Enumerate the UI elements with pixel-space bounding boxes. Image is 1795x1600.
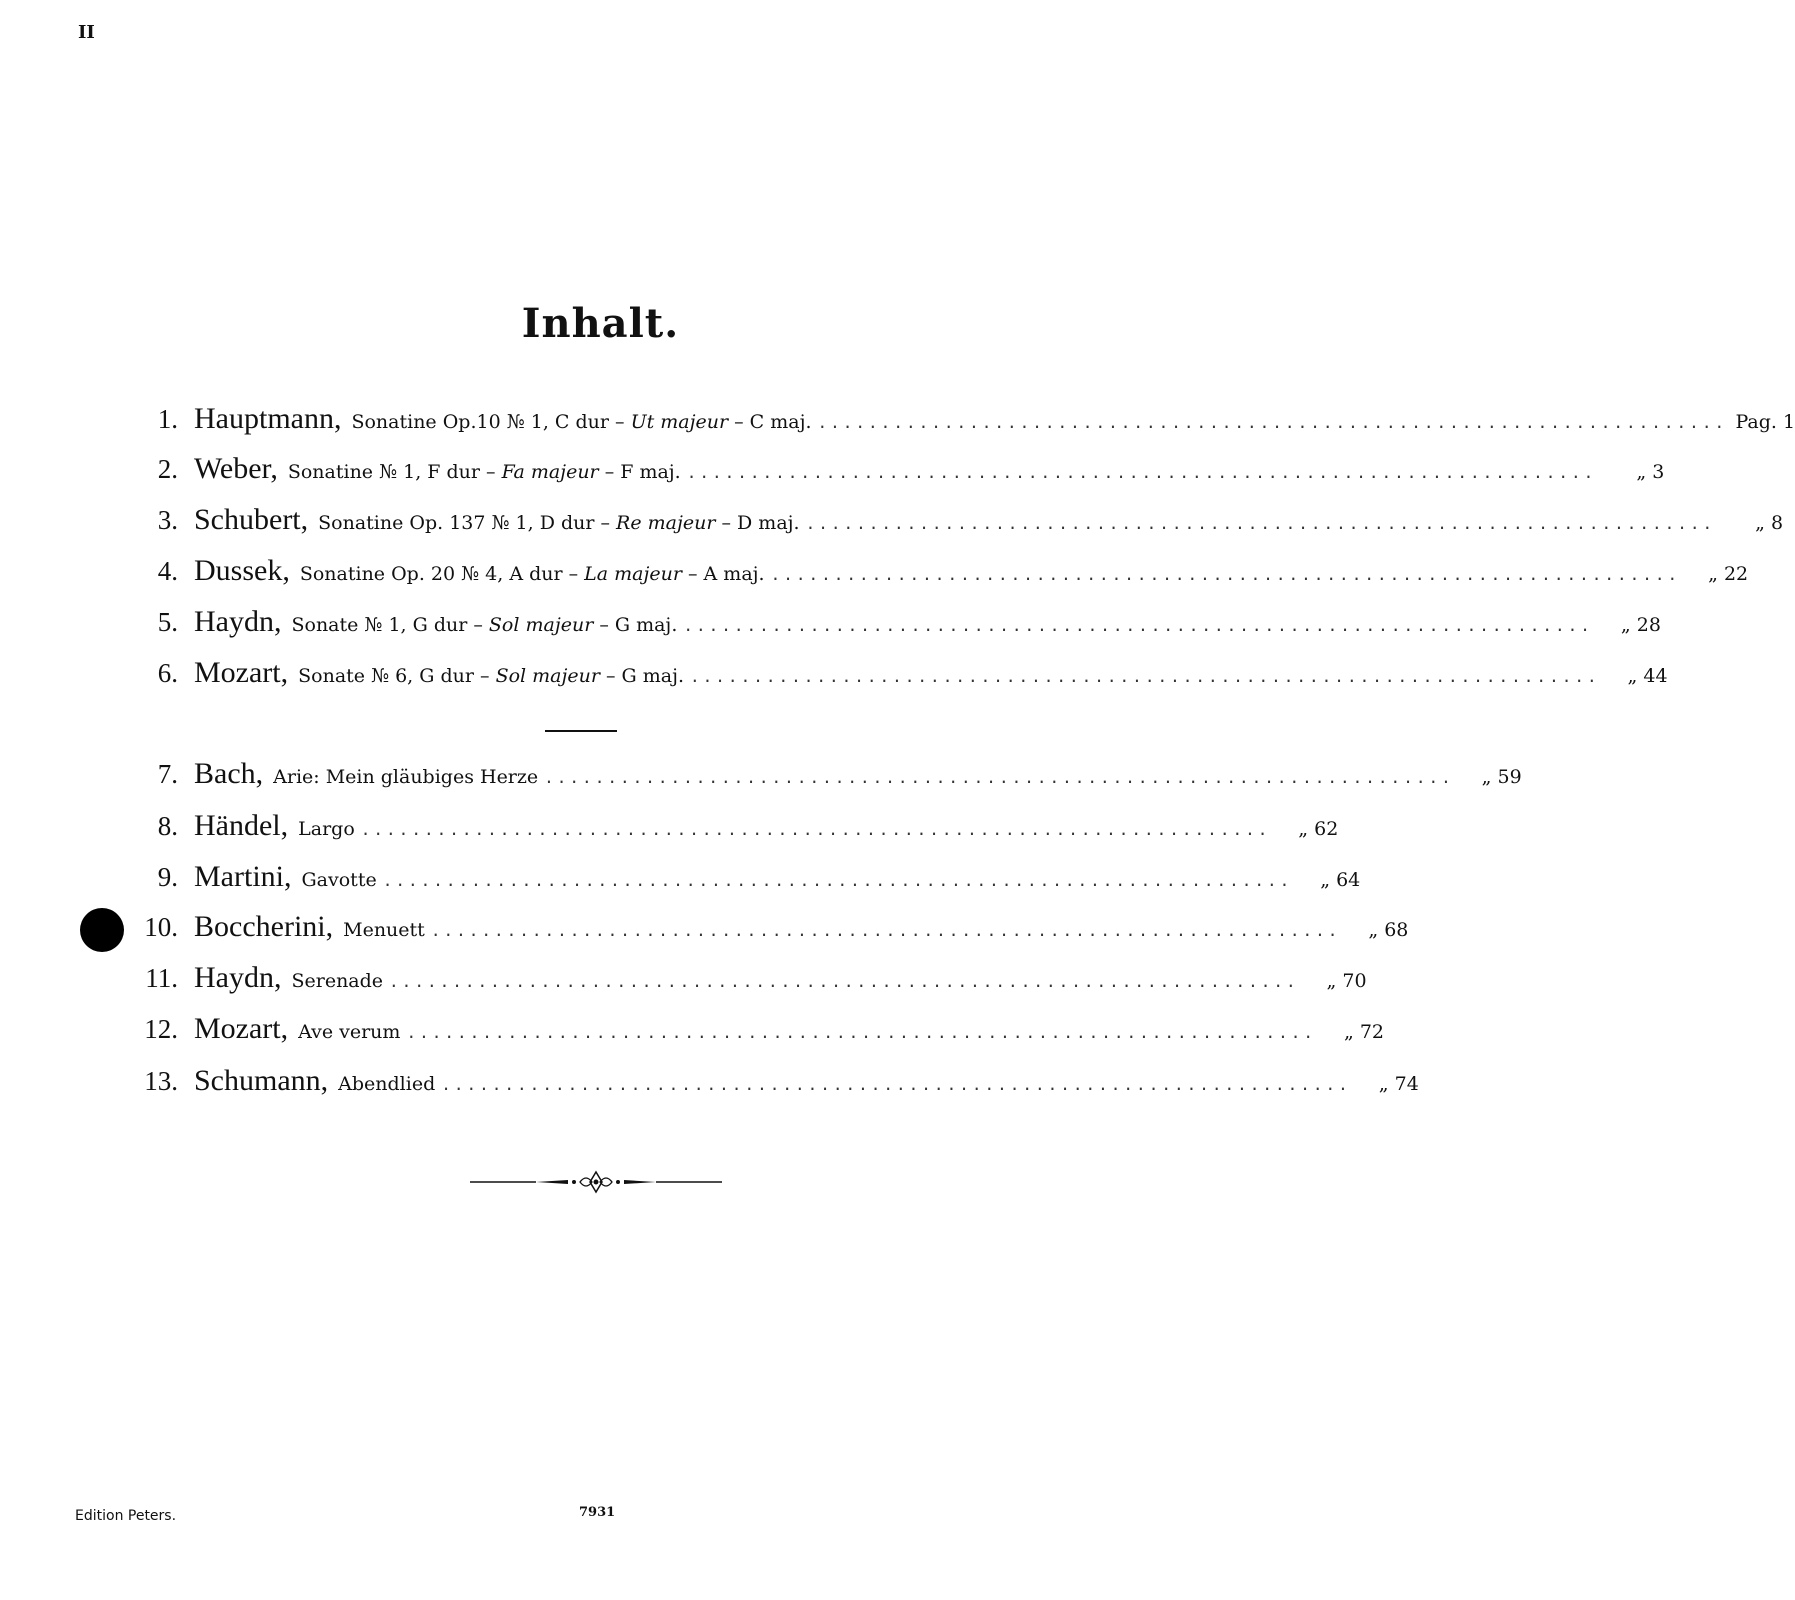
work-key-french: Fa majeur — [501, 461, 599, 483]
dot-leader: ........................................................................ — [805, 514, 1716, 533]
work-key: Sonate № 1, G dur – — [291, 614, 483, 636]
entry-composer: Martini, — [194, 860, 292, 893]
work-key: Sonatine Op. 20 № 4, A dur – — [299, 563, 579, 585]
entry-composer: Mozart, — [194, 1012, 289, 1045]
dot-leader: ........................................................................ — [690, 667, 1600, 686]
entry-work — [291, 614, 677, 636]
work-key: Sonatine № 1, F dur – — [287, 461, 496, 483]
entry-work: Arie: Mein gläubiges Herze — [273, 766, 539, 788]
dot-leader: ........................................................................ — [406, 1023, 1316, 1042]
dot-leader: ........................................................................ — [770, 565, 1681, 584]
entry-composer: Händel, — [194, 809, 289, 842]
entry-number: 4. — [157, 556, 178, 586]
entry-page: „ 44 — [1627, 665, 1668, 687]
entry-work — [318, 512, 799, 534]
work-key: Sonatine Op.10 № 1, C dur – — [351, 411, 625, 433]
entry-composer: Boccherini, — [194, 910, 334, 943]
entry-number: 3. — [157, 505, 178, 535]
entry-composer: Schubert, — [194, 503, 309, 536]
work-key-french: La majeur — [584, 563, 682, 585]
entry-page: „ 72 — [1343, 1021, 1384, 1043]
entry-page: „ 64 — [1320, 869, 1361, 891]
entry-page: „ 74 — [1378, 1073, 1419, 1095]
entry-page: „ 62 — [1298, 818, 1339, 840]
entry-composer: Mozart, — [194, 656, 289, 689]
work-key: Sonatine Op. 137 № 1, D dur – — [318, 512, 610, 534]
dot-leader: ........................................................................ — [683, 616, 1593, 635]
entry-page: „ 59 — [1481, 766, 1522, 788]
entry-page: „ 8 — [1755, 512, 1784, 534]
entry-number: 1. — [157, 404, 178, 434]
dot-leader: ........................................................................ — [817, 413, 1728, 432]
dot-leader: ........................................................................ — [544, 768, 1454, 787]
entry-number: 5. — [157, 607, 178, 637]
work-key: Sonate № 6, G dur – — [298, 665, 490, 687]
toc-entry-5[interactable] — [120, 605, 1661, 645]
toc-entry-13[interactable] — [120, 1064, 1419, 1104]
entry-work: Gavotte — [301, 869, 377, 891]
entry-number: 12. — [144, 1014, 178, 1044]
toc-entry-2[interactable] — [120, 452, 1665, 492]
entry-work — [298, 665, 684, 687]
work-key-english: – G maj. — [605, 665, 685, 687]
ornament-divider-icon — [468, 1168, 724, 1196]
toc-entry-3[interactable] — [120, 503, 1784, 543]
entry-page: „ 22 — [1708, 563, 1749, 585]
plate-number: 7931 — [579, 1505, 616, 1520]
work-key-english: – C maj. — [734, 411, 812, 433]
dot-leader: ........................................................................ — [389, 972, 1299, 991]
entry-composer: Hauptmann, — [194, 402, 342, 435]
entry-work — [288, 461, 681, 483]
entry-number: 9. — [157, 862, 178, 892]
work-key-french: Sol majeur — [488, 614, 594, 636]
bullet-marker-icon — [80, 908, 124, 952]
dot-leader: ........................................................................ — [441, 1075, 1351, 1094]
entry-page: „ 28 — [1620, 614, 1661, 636]
toc-entry-1[interactable] — [120, 402, 1795, 442]
entry-page: „ 68 — [1368, 919, 1409, 941]
work-key-french: Sol majeur — [495, 665, 600, 687]
entry-composer: Dussek, — [194, 554, 290, 587]
page-title: Inhalt. — [521, 300, 680, 347]
entry-number: 7. — [157, 759, 178, 789]
entry-number: 8. — [157, 811, 178, 841]
dot-leader: ........................................................................ — [382, 871, 1293, 890]
publisher-name: Edition Peters. — [75, 1508, 177, 1524]
entry-composer: Schumann, — [194, 1064, 329, 1097]
entry-work: Serenade — [291, 970, 384, 992]
dot-leader: ........................................................................ — [686, 463, 1597, 482]
entry-composer: Weber, — [194, 452, 278, 485]
toc-entry-9[interactable] — [120, 860, 1361, 900]
toc-entry-7[interactable] — [120, 757, 1522, 797]
work-key-french: Re majeur — [616, 512, 716, 534]
toc-entry-4[interactable] — [120, 554, 1749, 594]
work-key-english: – A maj. — [688, 563, 765, 585]
toc-entry-12[interactable] — [120, 1012, 1384, 1052]
entry-work: Ave verum — [298, 1021, 401, 1043]
work-key-french: Ut majeur — [630, 411, 729, 433]
entry-work: Largo — [298, 818, 355, 840]
dot-leader: ........................................................................ — [360, 820, 1271, 839]
entry-composer: Haydn, — [194, 605, 282, 638]
entry-number: 6. — [157, 658, 178, 688]
section-divider — [545, 730, 617, 732]
toc-entry-8[interactable] — [120, 809, 1339, 849]
toc-entry-6[interactable] — [120, 656, 1668, 696]
entry-number: 10. — [144, 912, 178, 942]
entry-number: 2. — [157, 454, 178, 484]
entry-page: „ 70 — [1326, 970, 1367, 992]
entry-page: „ 3 — [1636, 461, 1665, 483]
toc-entry-11[interactable] — [120, 961, 1367, 1001]
entry-composer: Bach, — [194, 757, 264, 790]
entry-number: 11. — [145, 963, 178, 993]
entry-composer: Haydn, — [194, 961, 282, 994]
entry-work — [351, 411, 811, 433]
entry-work — [300, 563, 765, 585]
entry-work: Abendlied — [338, 1073, 436, 1095]
entry-work: Menuett — [343, 919, 425, 941]
work-key-english: – D maj. — [721, 512, 800, 534]
page-number: II — [78, 22, 95, 43]
work-key-english: – G maj. — [599, 614, 678, 636]
entry-page: Pag. 1 — [1735, 411, 1795, 433]
toc-entry-10[interactable] — [120, 910, 1409, 950]
dot-leader: ........................................................................ — [430, 921, 1341, 940]
entry-number: 13. — [144, 1066, 178, 1096]
work-key-english: – F maj. — [604, 461, 681, 483]
